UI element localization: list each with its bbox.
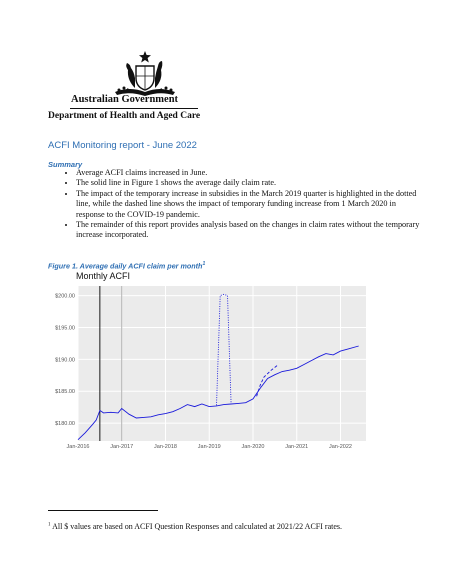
summary-item: • Average ACFI claims increased in June. <box>76 168 421 178</box>
footnote-text: All $ values are based on ACFI Question Responses and calculated at 2021/22 ACFI rates. <box>52 522 343 531</box>
y-tick-label: $200.00 <box>55 293 75 300</box>
footnote <box>48 522 342 531</box>
government-name: Australian Government <box>71 94 179 105</box>
line-chart <box>44 284 370 456</box>
summary-heading: Summary <box>48 160 83 169</box>
figure-caption <box>48 261 205 270</box>
x-tick-label: Jan-2019 <box>197 444 221 450</box>
report-title: ACFI Monitoring report - June 2022 <box>48 140 197 151</box>
y-tick-label: $190.00 <box>55 357 75 364</box>
figure-caption-text: Figure 1. Average daily ACFI claim per month <box>48 261 203 271</box>
coat-of-arms-icon <box>95 50 195 98</box>
figure-footnote-ref[interactable]: 1 <box>202 261 206 267</box>
footnote-divider <box>48 510 158 511</box>
x-tick-label: Jan-2021 <box>285 444 309 450</box>
summary-list <box>62 168 421 241</box>
x-tick-label: Jan-2016 <box>66 444 90 450</box>
x-tick-label: Jan-2020 <box>241 444 265 450</box>
summary-item: • The solid line in Figure 1 shows the average daily claim rate. <box>76 178 421 188</box>
y-tick-label: $185.00 <box>55 389 75 396</box>
x-tick-label: Jan-2017 <box>110 444 134 450</box>
chart-title: Monthly ACFI <box>76 271 131 281</box>
footnote-marker: 1 <box>48 522 51 528</box>
x-tick-label: Jan-2018 <box>154 444 177 450</box>
summary-item: • The remainder of this report provides analysis based on the changes in claim rates without the temporary increase incorporated. <box>76 220 421 241</box>
department-name: Department of Health and Aged Care <box>48 111 201 121</box>
y-tick-label: $195.00 <box>55 325 75 332</box>
y-tick-label: $180.00 <box>55 421 75 428</box>
summary-item: • The impact of the temporary increase in subsidies in the March 2019 quarter is highlighted in the dotted line, while the dashed line shows the impact of temporary funding increase from 1 March 2020 in response to the COVID-19 pandemic. <box>76 189 421 220</box>
header-divider <box>70 108 198 109</box>
plot-background <box>78 286 366 441</box>
x-tick-label: Jan-2022 <box>329 444 352 450</box>
